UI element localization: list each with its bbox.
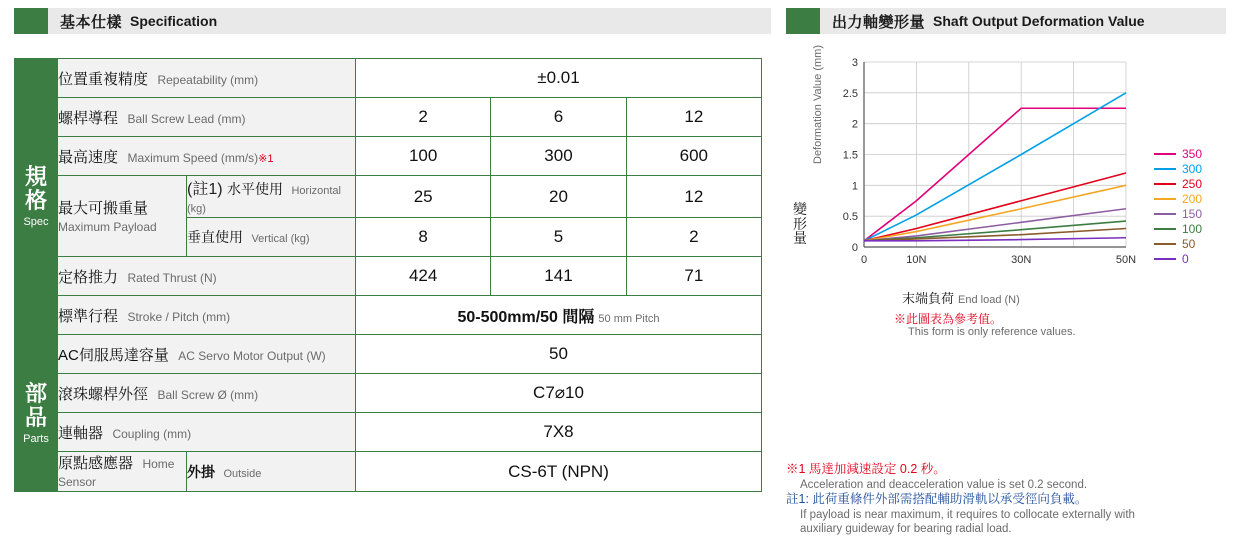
row-label-cn: 滾珠螺桿外徑 (58, 385, 149, 403)
table-row (15, 257, 762, 296)
chart-series-lines (864, 93, 1126, 241)
table-row (15, 176, 762, 218)
legend-label: 150 (1182, 206, 1203, 221)
row-label-ball-screw-dia (58, 374, 356, 413)
row-label-coupling (58, 413, 356, 452)
legend-swatch (1154, 153, 1176, 155)
row-label-stroke (58, 296, 356, 335)
value-thrust-3: 71 (626, 257, 761, 296)
chart-xlabel-cn: 末端負荷 (902, 291, 955, 306)
row-label-en: AC Servo Motor Output (W) (178, 348, 326, 363)
row-label-en: Home Sensor (58, 457, 175, 489)
svg-text:2: 2 (851, 118, 858, 131)
svg-text:30N: 30N (1011, 254, 1032, 266)
footnote-4: auxiliary guideway for bearing radial load. (800, 523, 1012, 535)
header-title-en: Shaft Output Deformation Value (933, 13, 1145, 29)
chart-y-tick-labels (843, 57, 858, 254)
svg-text:0: 0 (860, 254, 868, 266)
svg-text:0: 0 (851, 242, 858, 254)
row-label-en: Stroke / Pitch (mm) (127, 309, 231, 324)
value-motor-output: 50 (356, 335, 762, 374)
row-label-ball-screw-lead (58, 98, 356, 137)
value-horizontal-3: 12 (626, 176, 761, 218)
footnote-2: 註1: 此荷重條件外部需搭配輔助滑軌以承受徑向負載。 (786, 492, 1088, 506)
value-vertical-2: 5 (491, 218, 626, 257)
footnote-1: Acceleration and deacceleration value is set 0.2 second. (800, 478, 1088, 491)
row-label-cn: AC伺服馬達容量 (58, 346, 169, 364)
legend-swatch (1154, 168, 1176, 170)
chart-gridlines (864, 62, 1126, 247)
value-lead-3: 12 (626, 98, 761, 137)
row-label-cn: 螺桿導程 (58, 109, 119, 127)
footnote-3: If payload is near maximum, it requires to collocate externally with (800, 508, 1135, 521)
header-title-cn: 基本仕樣 (60, 13, 123, 31)
svg-text:1: 1 (851, 180, 858, 193)
row-label-max-payload (58, 176, 187, 257)
table-row (15, 59, 762, 98)
row-label-en: Ball Screw Ø (mm) (157, 387, 259, 402)
table-row (15, 452, 762, 492)
value-speed-1: 100 (356, 137, 491, 176)
row-label-cn: 最大可搬重量 (58, 199, 149, 217)
svg-text:50N: 50N (1115, 254, 1137, 266)
value-vertical-3: 2 (626, 218, 761, 257)
legend-label: 200 (1182, 191, 1203, 206)
value-thrust-2: 141 (491, 257, 626, 296)
sub-row-label-vertical (187, 218, 356, 257)
footnotes (786, 462, 1232, 536)
value-ball-screw-dia: C7⌀10 (356, 374, 762, 413)
chart-plot-area (826, 52, 1146, 282)
chart-legend (1154, 146, 1224, 266)
legend-swatch (1154, 243, 1176, 245)
svg-text:1.5: 1.5 (842, 149, 858, 162)
specification-table (14, 58, 762, 492)
sub-row-label-cn: 外掛 (187, 463, 215, 480)
value-lead-2: 6 (491, 98, 626, 137)
footnote-0: ※1 馬達加減速設定 0.2 秒。 (786, 462, 946, 476)
legend-label: 100 (1182, 221, 1203, 236)
value-stroke (356, 296, 762, 335)
legend-item (1154, 221, 1224, 236)
value-lead-1: 2 (356, 98, 491, 137)
row-label-en: Maximum Speed (mm/s) (127, 150, 259, 165)
legend-item (1154, 161, 1224, 176)
svg-text:3: 3 (851, 57, 858, 69)
legend-label: 350 (1182, 146, 1203, 161)
legend-swatch (1154, 258, 1176, 260)
value-stroke-main: 50-500mm/50 間隔 (457, 308, 595, 326)
chart-ylabel-cn: 變形量 (793, 201, 807, 247)
value-vertical-1: 8 (356, 218, 491, 257)
legend-label: 250 (1182, 176, 1203, 191)
table-row (15, 413, 762, 452)
legend-swatch (1154, 213, 1176, 215)
row-label-rated-thrust (58, 257, 356, 296)
header-color-swatch (786, 8, 820, 34)
table-row (15, 374, 762, 413)
legend-label: 0 (1182, 251, 1189, 266)
chart-xlabel-en: End load (N) (958, 294, 1020, 306)
value-repeatability: ±0.01 (356, 59, 762, 98)
row-label-max-speed (58, 137, 356, 176)
row-label-cn: 標準行程 (58, 307, 119, 325)
value-speed-2: 300 (491, 137, 626, 176)
sub-row-note: (註1) (187, 181, 223, 198)
row-label-cn: 定格推力 (58, 268, 119, 286)
sub-row-label-cn: 垂直使用 (187, 229, 243, 245)
value-speed-3: 600 (626, 137, 761, 176)
sub-row-label-horizontal (187, 176, 356, 218)
row-label-en: Ball Screw Lead (mm) (127, 111, 246, 126)
sub-row-label-outside (187, 452, 356, 492)
group-label-spec (15, 59, 58, 335)
legend-swatch (1154, 183, 1176, 185)
row-label-cn: 最高速度 (58, 148, 119, 166)
header-title-en: Specification (130, 13, 218, 29)
value-coupling: 7X8 (356, 413, 762, 452)
table-row (15, 137, 762, 176)
group-label-parts (15, 335, 58, 492)
chart-reference-note-en: This form is only reference values. (908, 326, 1076, 338)
row-label-en: Coupling (mm) (112, 426, 192, 441)
row-label-motor-output (58, 335, 356, 374)
row-label-note: ※1 (258, 152, 274, 165)
table-row (15, 335, 762, 374)
sub-row-label-en: Horizontal (kg) (187, 185, 341, 215)
sub-row-label-en: Outside (223, 467, 262, 480)
header-title-cn: 出力軸變形量 (832, 13, 926, 31)
value-horizontal-2: 20 (491, 176, 626, 218)
row-label-en: Rated Thrust (N) (127, 270, 217, 285)
specification-section-header (14, 8, 771, 34)
table-row (15, 296, 762, 335)
svg-text:0.5: 0.5 (842, 211, 858, 224)
header-bar (820, 8, 1226, 34)
sub-row-label-cn: 水平使用 (227, 181, 284, 197)
table-row (15, 98, 762, 137)
row-label-cn: 連軸器 (58, 424, 104, 442)
sub-row-label-en: Vertical (kg) (251, 233, 310, 245)
row-label-en: Repeatability (mm) (157, 72, 259, 87)
deformation-chart (786, 45, 1226, 338)
group-label-parts-en: Parts (23, 432, 49, 445)
legend-label: 50 (1182, 236, 1196, 251)
legend-item (1154, 251, 1224, 266)
header-color-swatch (14, 8, 48, 34)
legend-label: 300 (1182, 161, 1203, 176)
legend-swatch (1154, 198, 1176, 200)
value-stroke-sub: 50 mm Pitch (598, 312, 660, 325)
legend-swatch (1154, 228, 1176, 230)
deformation-section-header (786, 8, 1226, 34)
legend-item (1154, 191, 1224, 206)
chart-ylabel-en: Deformation Value (mm) (812, 45, 824, 164)
chart-xlabel (902, 288, 1020, 307)
value-home-sensor: CS-6T (NPN) (356, 452, 762, 492)
legend-item (1154, 146, 1224, 161)
legend-item (1154, 176, 1224, 191)
svg-text:10N: 10N (906, 254, 927, 266)
header-bar (48, 8, 771, 34)
group-label-spec-cn: 規格 (24, 164, 47, 213)
value-thrust-1: 424 (356, 257, 491, 296)
row-label-repeatability (58, 59, 356, 98)
chart-reference-note-cn: ※此圖表為參考值。 (894, 312, 1003, 326)
svg-text:2.5: 2.5 (842, 87, 858, 100)
row-label-cn: 位置重複精度 (58, 70, 149, 88)
legend-item (1154, 236, 1224, 251)
chart-x-tick-labels (861, 254, 1136, 266)
row-label-home-sensor (58, 452, 187, 492)
legend-item (1154, 206, 1224, 221)
value-horizontal-1: 25 (356, 176, 491, 218)
group-label-spec-en: Spec (23, 216, 49, 228)
row-label-en: Maximum Payload (58, 219, 157, 234)
group-label-parts-cn: 部品 (24, 380, 47, 430)
row-label-cn: 原點感應器 (58, 455, 134, 472)
